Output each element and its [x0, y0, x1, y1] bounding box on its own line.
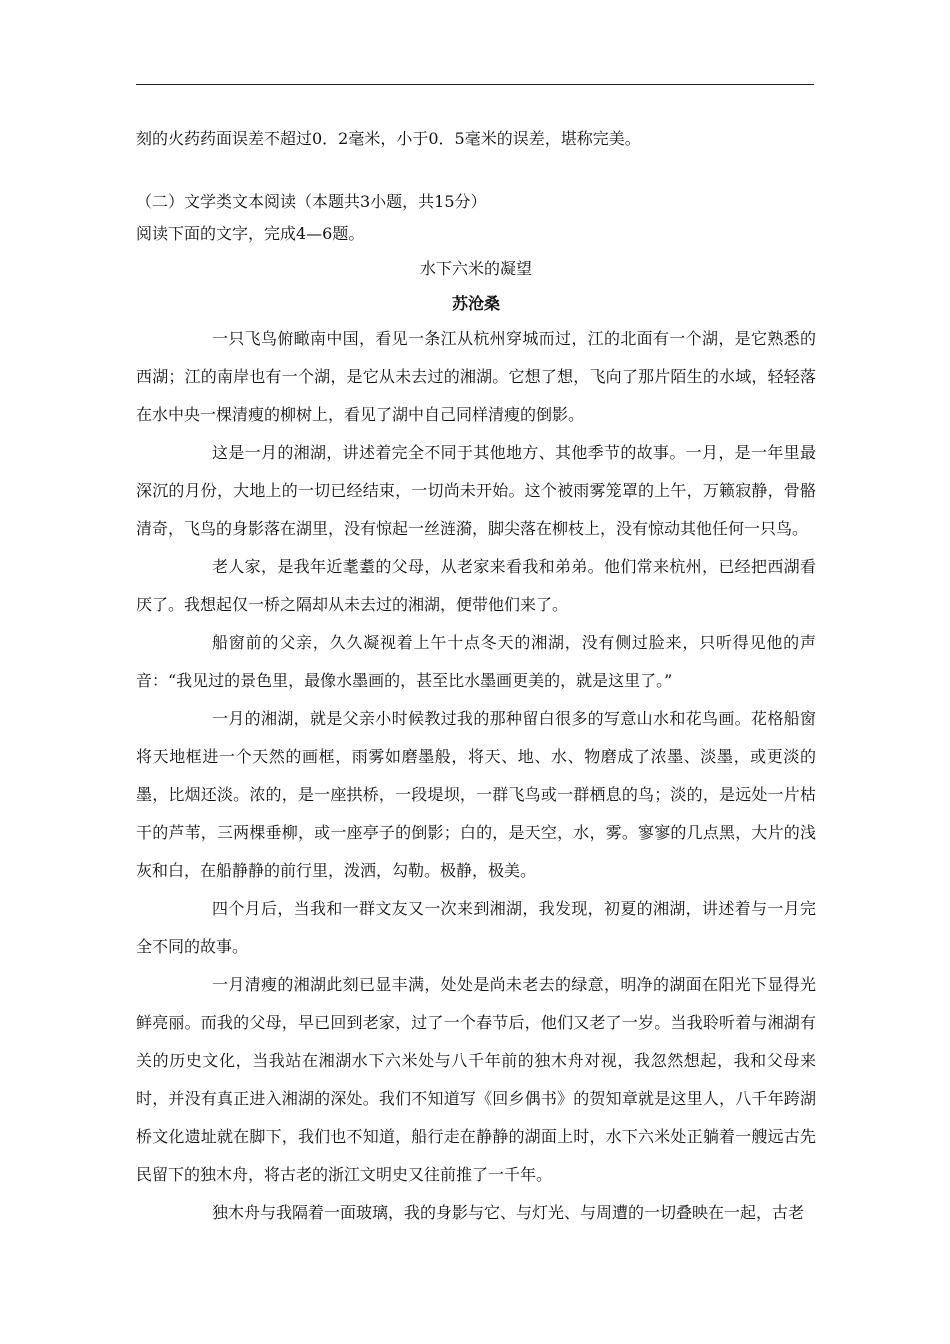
- header-rule: [136, 84, 814, 85]
- paragraph: 独木舟与我隔着一面玻璃，我的身影与它、与灯光、与周遭的一切叠映在一起，古老: [212, 1203, 805, 1222]
- section-heading: （二）文学类文本阅读（本题共3小题，共15分）: [136, 192, 487, 211]
- instruction-line: 阅读下面的文字，完成4—6题。: [136, 224, 365, 243]
- paragraph: 一只飞鸟俯瞰南中国，看见一条江从杭州穿城而过，江的北面有一个湖，是它熟悉的西湖；江的南岸也有一个湖，是它从未去过的湘湖。它想了想，飞向了那片陌生的水域，轻轻落在水中央一棵清瘦的柳树上，看见了湖中自己同样清瘦的倒影。: [136, 329, 816, 424]
- document-body: [136, 120, 816, 1232]
- paragraph: 一月的湘湖，就是父亲小时候教过我的那种留白很多的写意山水和花鸟画。花格船窗将天地框进一个天然的画框，雨雾如磨墨般，将天、地、水、物磨成了浓墨、淡墨，或更淡的墨，比烟还淡。浓的，是一座拱桥，一段堤坝，一群飞鸟或一群栖息的鸟；淡的，是远处一片枯干的芦苇，三两棵垂柳，或一座亭子的倒影；白的，是天空，水，雾。寥寥的几点黑，大片的浅灰和白，在船静静的前行里，泼洒，勾勒。极静，极美。: [136, 709, 816, 880]
- spacer: [136, 158, 816, 186]
- continued-line: 刻的火药药面误差不超过0．2毫米，小于0．5毫米的误差，堪称完美。: [136, 129, 641, 148]
- paragraph: 老人家，是我年近耄耋的父母，从老家来看我和弟弟。他们常来杭州，已经把西湖看厌了。我想起仅一桥之隔却从未去过的湘湖，便带他们来了。: [136, 557, 816, 614]
- paragraph: 这是一月的湘湖，讲述着完全不同于其他地方、其他季节的故事。一月，是一年里最深沉的月份，大地上的一切已经结束，一切尚未开始。这个被雨雾笼罩的上午，万籁寂静，骨骼清奇，飞鸟的身影落在湖里，没有惊起一丝涟漪，脚尖落在柳枝上，没有惊动其他任何一只鸟。: [136, 443, 816, 538]
- paragraph: 一月清瘦的湘湖此刻已显丰满，处处是尚未老去的绿意，明净的湖面在阳光下显得光鲜亮丽。而我的父母，早已回到老家，过了一个春节后，他们又老了一岁。当我聆听着与湘湖有关的历史文化，当我站在湘湖水下六米处与八千年前的独木舟对视，我忽然想起，我和父母来时，并没有真正进入湘湖的深处。我们不知道写《回乡偶书》的贺知章就是这里人，八千年跨湖桥文化遗址就在脚下，我们也不知道，船行走在静静的湖面上时，水下六米处正躺着一艘远古先民留下的独木舟，将古老的浙江文明史又往前推了一千年。: [136, 975, 816, 1184]
- article-title: 水下六米的凝望: [419, 259, 532, 278]
- paragraph: 船窗前的父亲，久久凝视着上午十点冬天的湘湖，没有侧过脸来，只听得见他的声音：“我见过的景色里，最像水墨画的，甚至比水墨画更美的，就是这里了。”: [136, 633, 816, 690]
- article-author: 苏沧桑: [451, 294, 500, 313]
- paragraph: 四个月后，当我和一群文友又一次来到湘湖，我发现，初夏的湘湖，讲述着与一月完全不同的故事。: [136, 899, 816, 956]
